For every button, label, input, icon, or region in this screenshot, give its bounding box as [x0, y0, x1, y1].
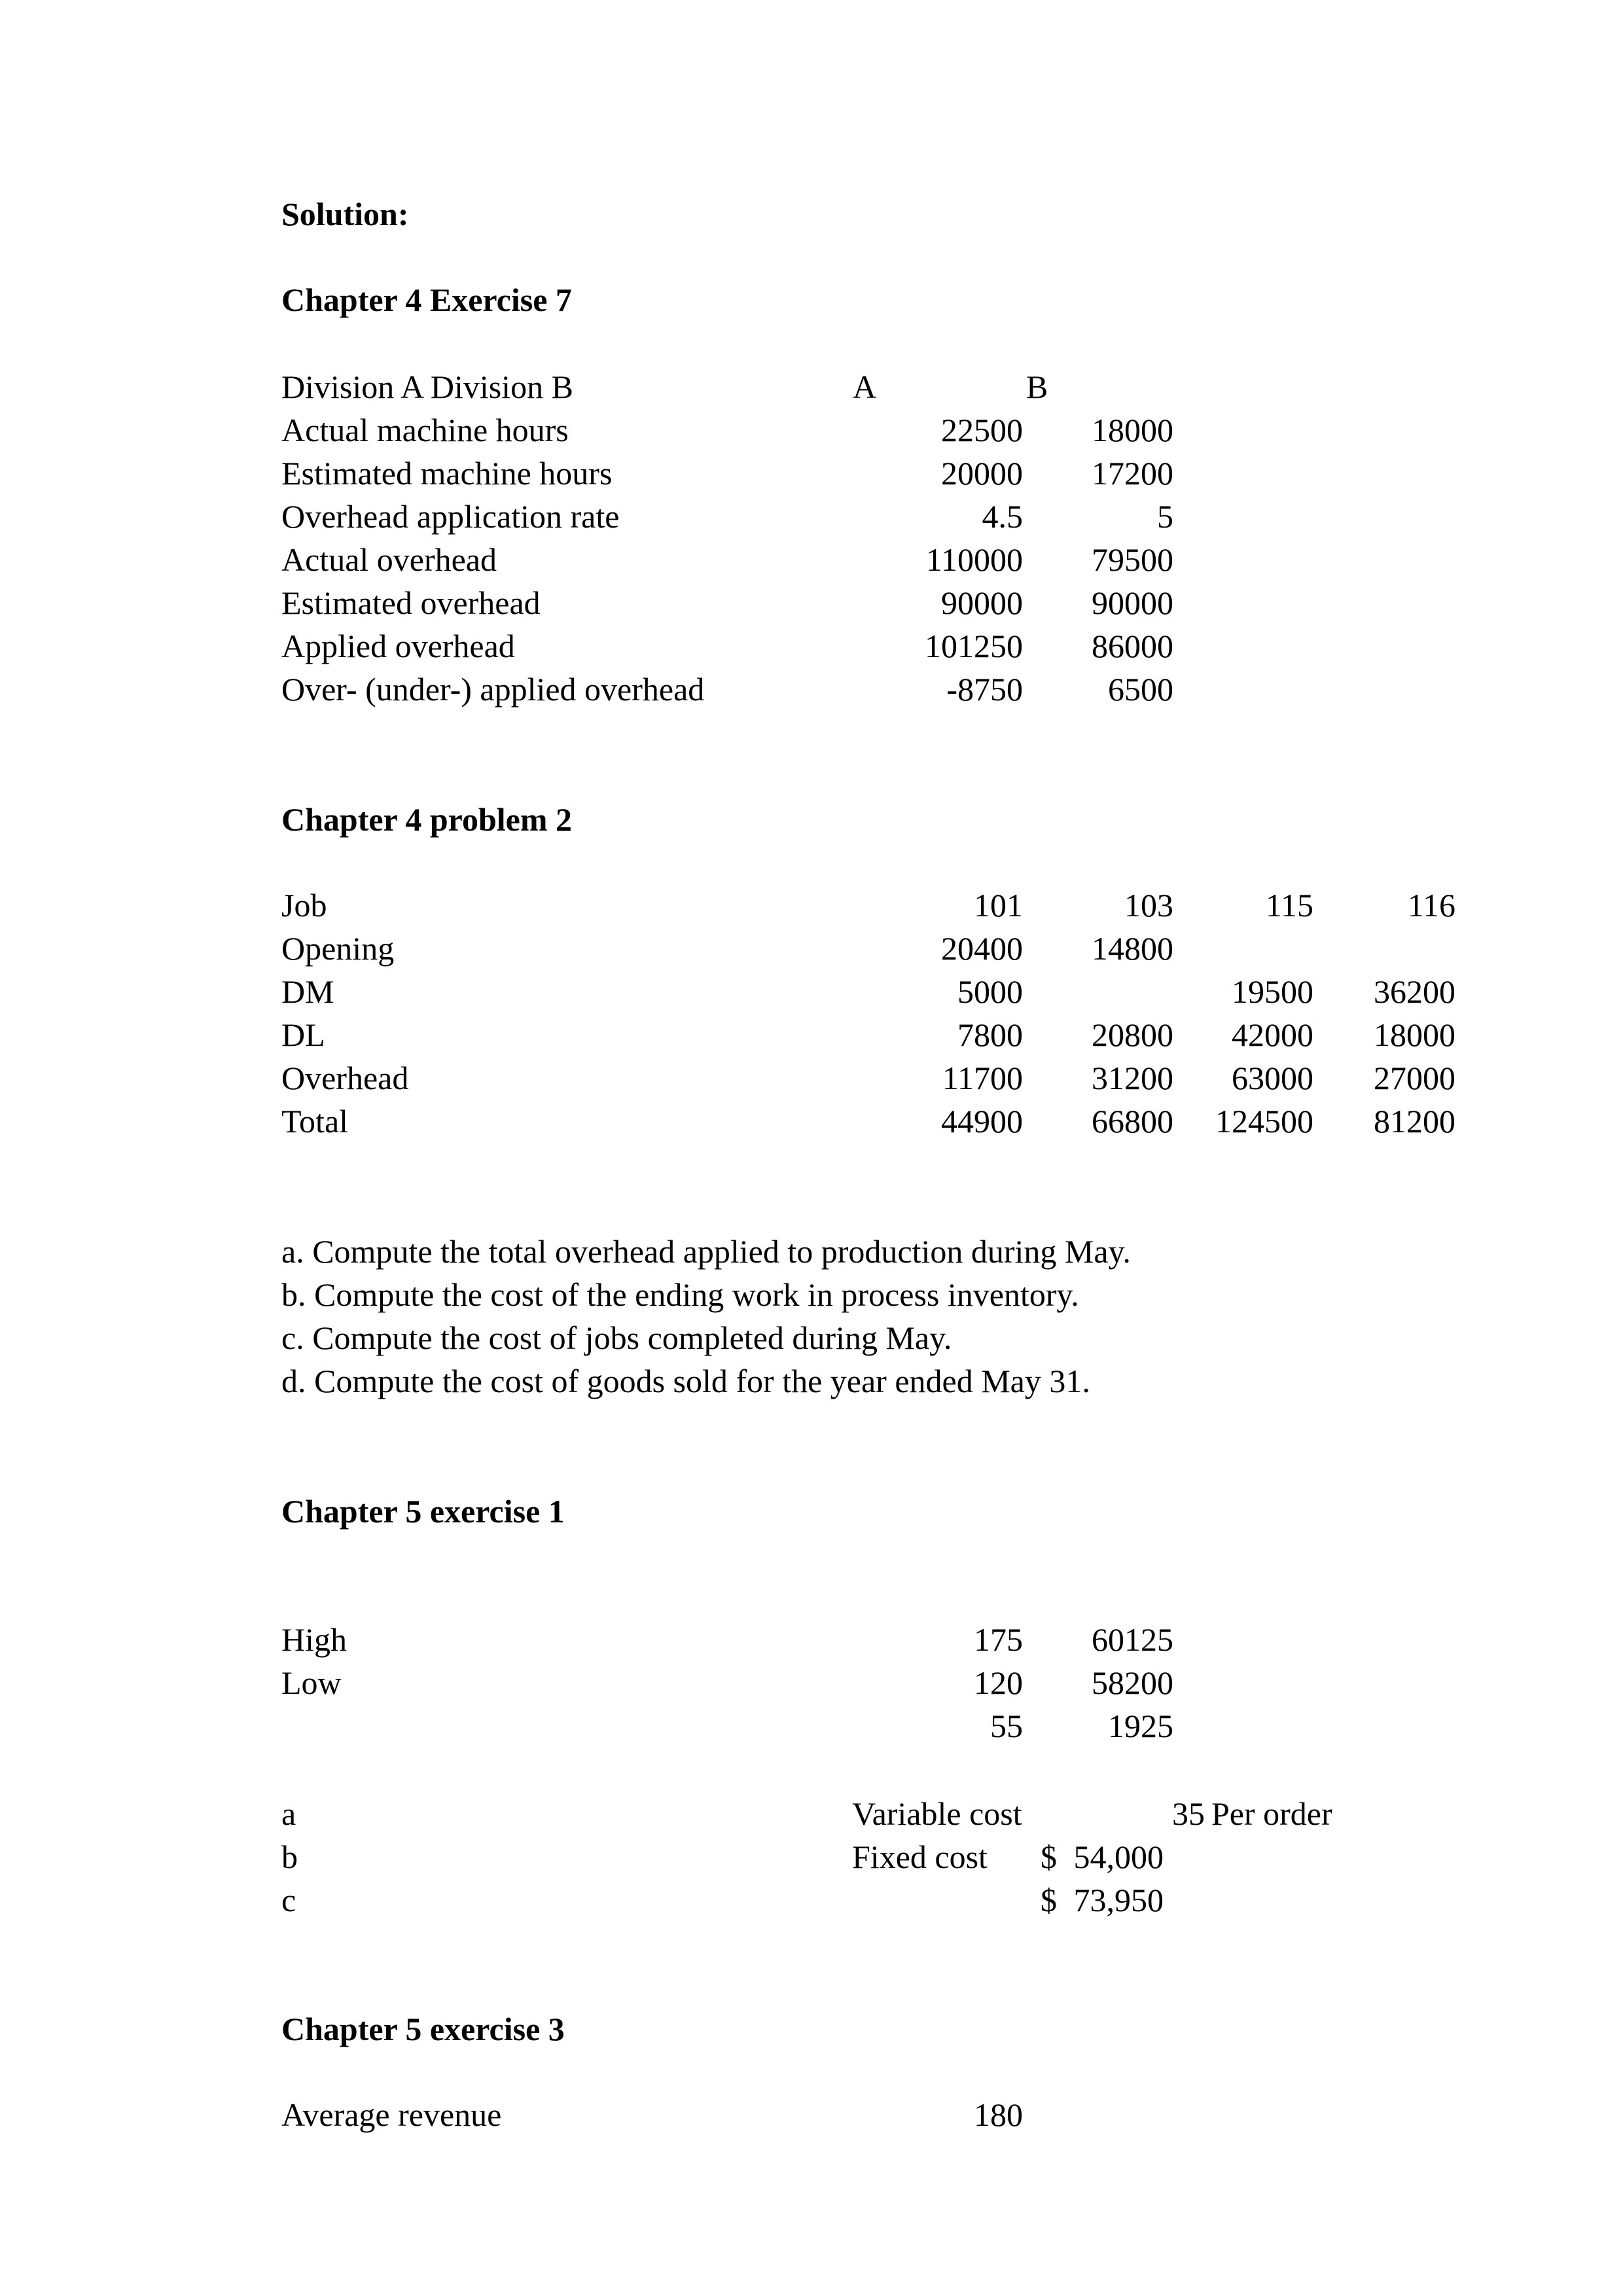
section-heading-ch4-p2: Chapter 4 problem 2 — [281, 801, 572, 838]
answer-value: 54,000 — [1073, 1839, 1164, 1875]
row-label: Average revenue — [281, 2096, 502, 2133]
row-label: Estimated overhead — [281, 584, 541, 621]
value-job-103: 20800 — [1092, 1016, 1173, 1053]
answer-letter: c — [281, 1882, 296, 1918]
table-row — [0, 668, 1623, 711]
table-row — [0, 970, 1623, 1013]
section-heading-ch5-ex1: Chapter 5 exercise 1 — [281, 1493, 565, 1530]
table-row — [0, 1618, 1623, 1661]
table-row — [0, 1661, 1623, 1704]
value-cost: 58200 — [1092, 1664, 1173, 1701]
section-heading-ch5-ex3: Chapter 5 exercise 3 — [281, 2011, 565, 2047]
value-division-b: 79500 — [1092, 541, 1173, 578]
answer-description: Fixed cost — [852, 1839, 988, 1875]
value-units-difference: 55 — [990, 1708, 1023, 1744]
row-label: Low — [281, 1664, 342, 1701]
table-row — [0, 927, 1623, 970]
answer-value: 35 — [1172, 1795, 1205, 1832]
answer-description: Variable cost — [852, 1795, 1022, 1832]
answer-row-a — [0, 1792, 1623, 1835]
value-division-b: 17200 — [1092, 455, 1173, 492]
value-division-a: -8750 — [946, 671, 1023, 708]
table-row — [0, 1056, 1623, 1100]
table-row — [0, 495, 1623, 538]
value-job-101: 5000 — [957, 973, 1023, 1010]
row-label: Actual machine hours — [281, 412, 569, 448]
question-b: b. Compute the cost of the ending work in process inventory. — [281, 1276, 1079, 1313]
row-label: Job — [281, 887, 327, 924]
row-label: Total — [281, 1103, 349, 1139]
value-job-116: 18000 — [1374, 1016, 1455, 1053]
value-division-a: 20000 — [941, 455, 1023, 492]
value-job-101: 20400 — [941, 930, 1023, 967]
value-job-116: 36200 — [1374, 973, 1455, 1010]
row-label: Overhead — [281, 1060, 409, 1096]
question-d: d. Compute the cost of goods sold for the year ended May 31. — [281, 1363, 1090, 1399]
table-row — [0, 581, 1623, 624]
column-header-a: A — [853, 368, 877, 405]
currency-symbol: $ — [1041, 1882, 1057, 1918]
row-label: Actual overhead — [281, 541, 497, 578]
header-label: Division A Division B — [281, 368, 573, 405]
table-header-row — [0, 365, 1623, 408]
question-c: c. Compute the cost of jobs completed during May. — [281, 1319, 952, 1356]
answer-row-c — [0, 1878, 1623, 1922]
table-row — [0, 2093, 1623, 2136]
row-label: DM — [281, 973, 334, 1010]
question-a: a. Compute the total overhead applied to production during May. — [281, 1233, 1131, 1270]
value-division-a: 22500 — [941, 412, 1023, 448]
value-division-b: 6500 — [1108, 671, 1173, 708]
table-row — [0, 884, 1623, 927]
value-division-a: 110000 — [925, 541, 1023, 578]
value-units: 175 — [974, 1621, 1023, 1658]
value-job-101: 101 — [974, 887, 1023, 924]
answer-letter: b — [281, 1839, 298, 1875]
average-revenue-value: 180 — [974, 2096, 1023, 2133]
table-row — [0, 1704, 1623, 1748]
row-label: Estimated machine hours — [281, 455, 613, 492]
value-job-115: 63000 — [1232, 1060, 1313, 1096]
value-division-b: 18000 — [1092, 412, 1173, 448]
value-job-115: 115 — [1265, 887, 1313, 924]
page-title: Solution: — [281, 196, 409, 232]
value-job-115: 124500 — [1215, 1103, 1313, 1139]
row-label: Opening — [281, 930, 395, 967]
value-job-103: 66800 — [1092, 1103, 1173, 1139]
value-job-101: 7800 — [957, 1016, 1023, 1053]
table-row — [0, 1013, 1623, 1056]
value-division-b: 86000 — [1092, 628, 1173, 664]
answer-value: 73,950 — [1073, 1882, 1164, 1918]
table-row — [0, 452, 1623, 495]
value-job-103: 103 — [1124, 887, 1173, 924]
table-row — [0, 538, 1623, 581]
value-division-b: 5 — [1157, 498, 1173, 535]
value-cost: 60125 — [1092, 1621, 1173, 1658]
value-division-b: 90000 — [1092, 584, 1173, 621]
value-job-103: 14800 — [1092, 930, 1173, 967]
value-job-103: 31200 — [1092, 1060, 1173, 1096]
row-label: DL — [281, 1016, 325, 1053]
value-job-115: 19500 — [1232, 973, 1313, 1010]
answer-row-b — [0, 1835, 1623, 1878]
value-job-101: 11700 — [942, 1060, 1023, 1096]
value-job-116: 27000 — [1374, 1060, 1455, 1096]
value-job-116: 81200 — [1374, 1103, 1455, 1139]
answer-unit: Per order — [1211, 1795, 1332, 1832]
row-label: Applied overhead — [281, 628, 515, 664]
value-units: 120 — [974, 1664, 1023, 1701]
currency-symbol: $ — [1041, 1839, 1057, 1875]
column-header-b: B — [1026, 368, 1048, 405]
table-row — [0, 1100, 1623, 1143]
value-cost-difference: 1925 — [1108, 1708, 1173, 1744]
value-job-115: 42000 — [1232, 1016, 1313, 1053]
row-label: High — [281, 1621, 347, 1658]
table-row — [0, 408, 1623, 452]
row-label: Over- (under-) applied overhead — [281, 671, 705, 708]
table-row — [0, 624, 1623, 668]
value-division-a: 4.5 — [982, 498, 1023, 535]
section-heading-ch4-ex7: Chapter 4 Exercise 7 — [281, 281, 572, 318]
value-job-101: 44900 — [941, 1103, 1023, 1139]
value-job-116: 116 — [1407, 887, 1455, 924]
answer-letter: a — [281, 1795, 296, 1832]
row-label: Overhead application rate — [281, 498, 620, 535]
value-division-a: 90000 — [941, 584, 1023, 621]
value-division-a: 101250 — [925, 628, 1023, 664]
